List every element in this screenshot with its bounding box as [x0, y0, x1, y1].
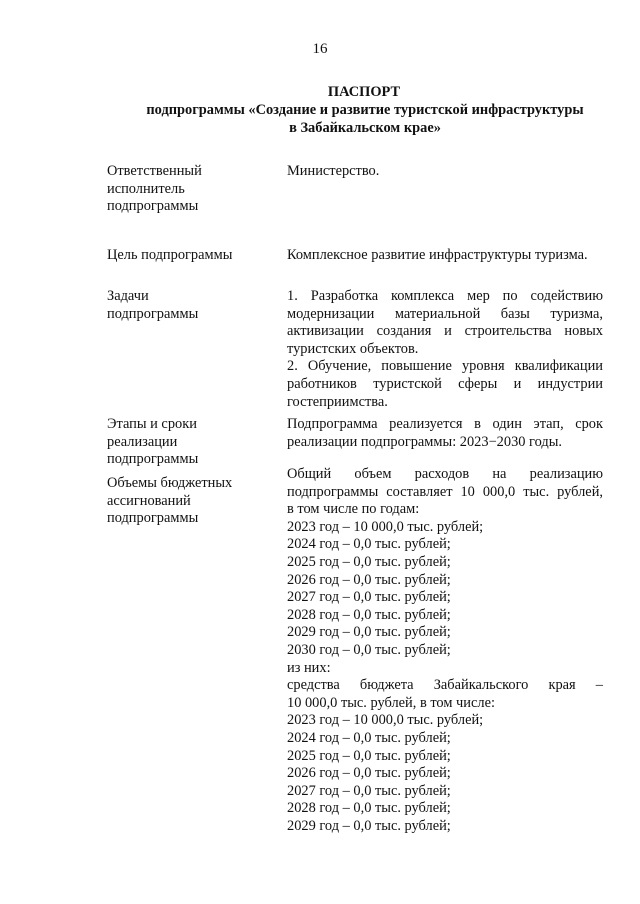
stages-line: реализации подпрограммы: 2023−2030 годы. [287, 433, 562, 450]
budget-line: 2025 год – 0,0 тыс. рублей; [287, 553, 451, 570]
budget-line: 2026 год – 0,0 тыс. рублей; [287, 765, 451, 782]
executor-value: Министерство. [287, 163, 380, 179]
budget-line: 2025 год – 0,0 тыс. рублей; [287, 747, 451, 764]
tasks-line: работников туристской сферы и индустрии [287, 375, 603, 392]
executor-label-line: подпрограммы [107, 198, 199, 215]
budget-line: 2024 год – 0,0 тыс. рублей; [287, 536, 451, 553]
budget-line: в том числе по годам: [287, 501, 420, 518]
tasks-value [287, 288, 603, 411]
budget-line: 10 000,0 тыс. рублей, в том числе: [287, 694, 495, 711]
budget-line: 2024 год – 0,0 тыс. рублей; [287, 729, 451, 746]
budget-line: 2027 год – 0,0 тыс. рублей; [287, 589, 451, 606]
budget-label-line: подпрограммы [107, 510, 199, 527]
budget-line: Общий объем расходов на реализацию [287, 466, 603, 482]
budget-line: средства бюджета Забайкальского края – [287, 677, 603, 694]
budget-line: 2030 год – 0,0 тыс. рублей; [287, 641, 451, 658]
tasks-line: гостеприимства. [287, 393, 388, 410]
budget-label [107, 475, 267, 528]
stages-value [287, 416, 603, 451]
budget-value [287, 466, 603, 835]
budget-line: 2026 год – 0,0 тыс. рублей; [287, 571, 451, 588]
executor-label-line: Ответственный [107, 163, 202, 179]
budget-line: 2023 год – 10 000,0 тыс. рублей; [287, 712, 484, 729]
page-number: 16 [312, 41, 328, 57]
budget-line: 2028 год – 0,0 тыс. рублей; [287, 606, 451, 623]
subprogram-title-line-1: подпрограммы «Создание и развитие туристской инфраструктуры [146, 102, 584, 118]
tasks-label [107, 288, 267, 323]
tasks-line: туристских объектов. [287, 340, 419, 357]
executor-label [107, 163, 267, 216]
budget-line: 2029 год – 0,0 тыс. рублей; [287, 624, 451, 641]
budget-label-line: ассигнований [107, 492, 191, 509]
budget-label-line: Объемы бюджетных [107, 475, 233, 491]
budget-line: 2028 год – 0,0 тыс. рублей; [287, 800, 451, 817]
budget-line: 2023 год – 10 000,0 тыс. рублей; [287, 518, 484, 535]
stages-line: Подпрограмма реализуется в один этап, срок [287, 416, 603, 432]
passport-title: ПАСПОРТ [327, 84, 401, 100]
budget-line: подпрограммы составляет 10 000,0 тыс. рублей, [287, 483, 603, 500]
tasks-label-line: подпрограммы [107, 305, 199, 322]
tasks-line: активизации создания и строительства новых [287, 323, 603, 340]
stages-label-line: Этапы и сроки [107, 416, 197, 432]
tasks-line: 1. Разработка комплекса мер по содействию [287, 288, 603, 304]
tasks-line: 2. Обучение, повышение уровня квалификации [287, 358, 603, 375]
subprogram-title-line-2: в Забайкальском крае» [289, 120, 441, 136]
goal-label-line: Цель подпрограммы [107, 247, 233, 263]
stages-label-line: подпрограммы [107, 451, 199, 468]
tasks-line: модернизации материальной базы туризма, [287, 305, 603, 322]
budget-line: 2027 год – 0,0 тыс. рублей; [287, 782, 451, 799]
executor-label-line: исполнитель [107, 180, 185, 197]
goal-label [107, 247, 267, 265]
budget-line: 2029 год – 0,0 тыс. рублей; [287, 817, 451, 834]
tasks-label-line: Задачи [107, 288, 149, 304]
stages-label-line: реализации [107, 433, 178, 450]
goal-value: Комплексное развитие инфраструктуры туризма. [287, 247, 588, 263]
stages-label [107, 416, 267, 469]
budget-line: из них: [287, 659, 331, 676]
